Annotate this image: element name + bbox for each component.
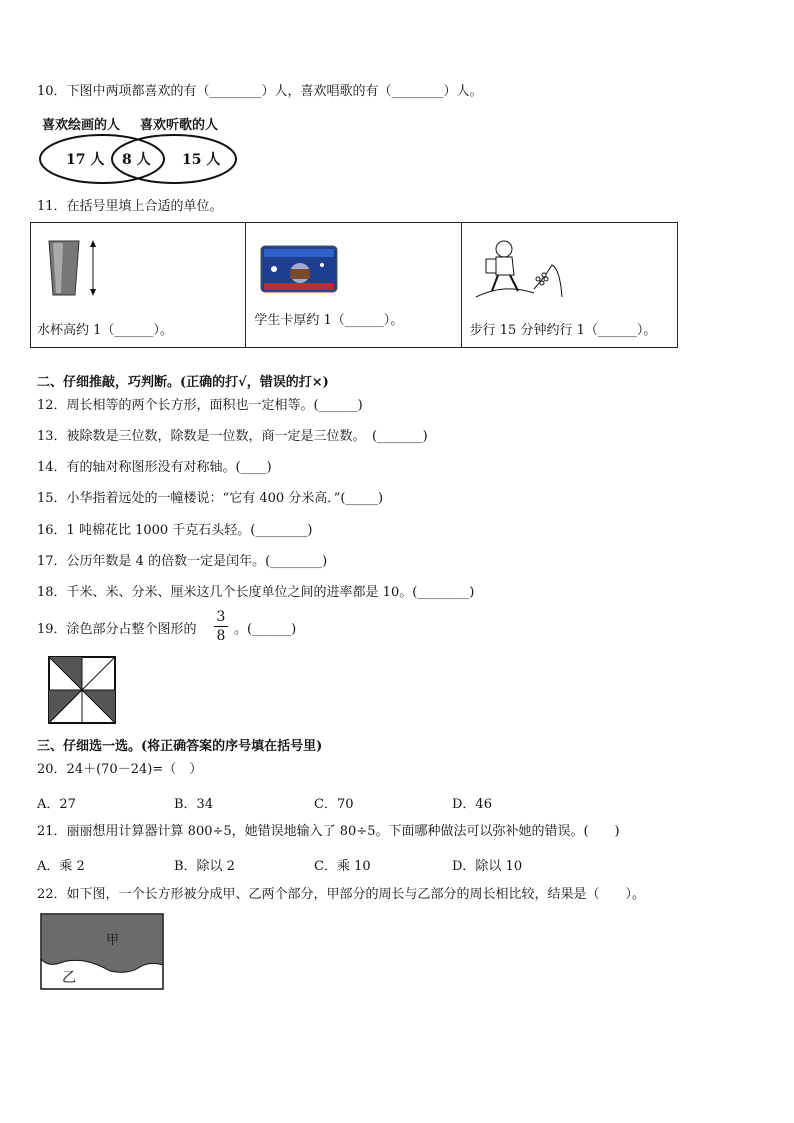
q20-option-c: C．70: [314, 797, 354, 812]
question-22: 22．如下图，一个长方形被分成甲、乙两个部分，甲部分的周长与乙部分的周长相比较，结果是（ ）。: [37, 887, 646, 902]
venn-middle-value: 8 人: [122, 152, 151, 168]
venn-diagram: [36, 112, 246, 188]
q20-option-a: A．27: [37, 797, 76, 812]
question-18: 18．千米、米、分米、厘米这几个长度单位之间的进率都是 10。(________): [37, 585, 475, 600]
venn-right-title: 喜欢听歌的人: [140, 118, 219, 133]
student-card-icon: [260, 245, 340, 295]
question-12: 12．周长相等的两个长方形，面积也一定相等。(______): [37, 398, 363, 413]
unit-cell-card: [246, 223, 461, 348]
venn-left-value: 17 人: [66, 152, 105, 168]
q21-option-b: B．除以 2: [174, 859, 235, 874]
unit-caption-card: 学生卡厚约 1（______）。: [254, 313, 404, 328]
part-b-label: 乙: [62, 970, 76, 986]
question-19-answer: 。(______): [234, 622, 297, 637]
question-20: 20．24＋(70－24)=（ ）: [37, 762, 203, 777]
question-10: 10．下图中两项都喜欢的有（________）人，喜欢唱歌的有（________）人。: [37, 84, 483, 99]
shaded-square-figure: [48, 656, 118, 726]
question-17: 17．公历年数是 4 的倍数一定是闰年。(________): [37, 554, 328, 569]
section-2-title: 二、仔细推敲，巧判断。(正确的打√，错误的打×): [37, 375, 329, 390]
split-rectangle-figure: [40, 913, 164, 990]
unit-caption-walk: 步行 15 分钟约行 1（______）。: [469, 323, 657, 338]
question-19: 19．涂色部分占整个图形的: [37, 622, 197, 637]
q20-option-b: B．34: [174, 797, 214, 812]
q21-option-c: C．乘 10: [314, 859, 371, 874]
question-15: 15．小华指着远处的一幢楼说：“它有 400 分米高．”(_____): [37, 491, 384, 506]
cup-icon: [45, 237, 105, 301]
unit-cell-walk: [461, 223, 677, 348]
question-14: 14．有的轴对称图形没有对称轴。(____): [37, 460, 272, 475]
question-11: 11．在括号里填上合适的单位。: [37, 199, 223, 214]
fraction-bar: [214, 626, 228, 627]
fraction-denominator: 8: [216, 628, 226, 644]
question-16: 16．1 吨棉花比 1000 千克石头轻。(________): [37, 523, 313, 538]
q21-option-d: D．除以 10: [452, 859, 523, 874]
venn-right-value: 15 人: [182, 152, 221, 168]
q21-option-a: A．乘 2: [37, 859, 85, 874]
walking-child-icon: [474, 239, 564, 301]
split-rectangle-shape: [40, 913, 164, 990]
venn-left-title: 喜欢绘画的人: [42, 118, 121, 133]
question-13: 13．被除数是三位数，除数是一位数，商一定是三位数。 (_______): [37, 429, 428, 444]
units-table: [30, 222, 678, 348]
fraction-three-eighths: [214, 609, 228, 644]
unit-cell-cup: [31, 223, 246, 348]
section-3-title: 三、仔细选一选。(将正确答案的序号填在括号里): [37, 739, 323, 754]
fraction-numerator: 3: [216, 609, 226, 625]
unit-caption-cup: 水杯高约 1（______）。: [37, 323, 173, 338]
q20-option-d: D．46: [452, 797, 492, 812]
part-a-label: 甲: [106, 933, 120, 948]
question-21: 21．丽丽想用计算器计算 800÷5，她错误地输入了 80÷5。下面哪种做法可以弥补她的错误。( ): [37, 824, 620, 839]
